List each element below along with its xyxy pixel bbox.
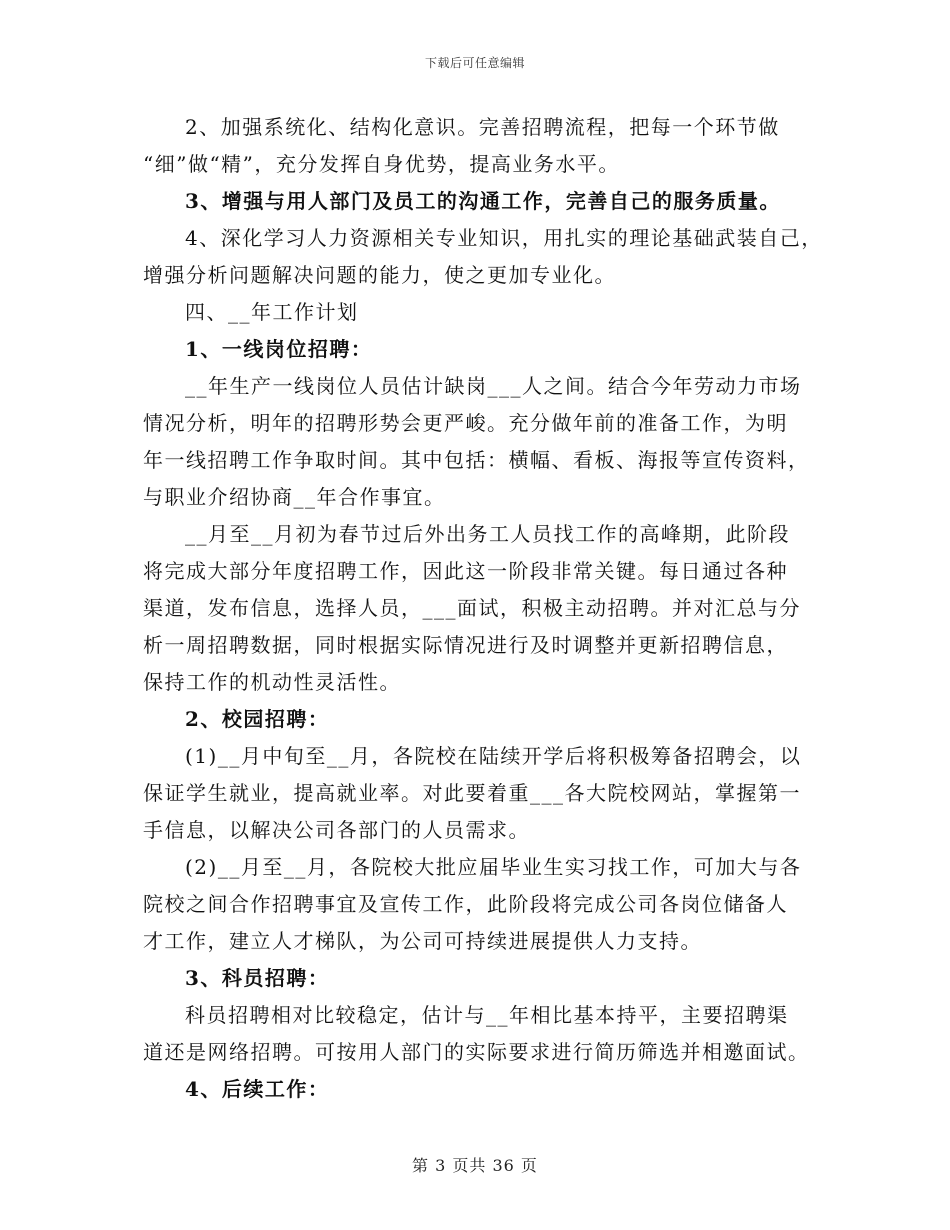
section-heading-line: 3、增强与用人部门及员工的沟通工作，完善自己的服务质量。	[185, 189, 781, 213]
text-line: 渠道，发布信息，选择人员，___面试，积极主动招聘。并对汇总与分	[143, 596, 801, 620]
text-line: 将完成大部分年度招聘工作，因此这一阶段非常关键。每日通过各种	[143, 559, 788, 583]
text-line: 道还是网络招聘。可按用人部门的实际要求进行简历筛选并相邀面试。	[143, 1040, 810, 1064]
text-line: 院校之间合作招聘事宜及宣传工作，此阶段将完成公司各岗位储备人	[143, 892, 788, 916]
text-line: 与职业介绍协商__年合作事宜。	[143, 485, 446, 509]
text-line: 手信息，以解决公司各部门的人员需求。	[143, 818, 530, 842]
text-line: 科员招聘相对比较稳定，估计与__年相比基本持平，主要招聘渠	[185, 1003, 789, 1027]
text-line: (2)__月至__月，各院校大批应届毕业生实习找工作，可加大与各	[185, 855, 802, 879]
text-line: 四、__年工作计划	[185, 300, 359, 324]
text-line: 才工作，建立人才梯队，为公司可持续进展提供人力支持。	[143, 929, 702, 953]
text-line: “细”做“精”，充分发挥自身优势，提高业务水平。	[143, 152, 620, 176]
document-body	[143, 109, 823, 1108]
page-header-note: 下载后可任意编辑	[424, 56, 525, 70]
text-line: 析一周招聘数据，同时根据实际情况进行及时调整并更新招聘信息，	[143, 633, 788, 657]
page-footer: 第 3 页共 36 页	[412, 1156, 538, 1175]
text-line: (1)__月中旬至__月，各院校在陆续开学后将积极筹备招聘会，以	[185, 744, 802, 768]
text-line: __月至__月初为春节过后外出务工人员找工作的高峰期，此阶段	[185, 522, 790, 546]
text-line: 4、深化学习人力资源相关专业知识，用扎实的理论基础武装自己，	[185, 226, 823, 250]
section-heading-line: 2、校园招聘：	[185, 707, 330, 731]
text-line: 保持工作的机动性灵活性。	[143, 670, 401, 694]
text-line: 情况分析，明年的招聘形势会更严峻。充分做年前的准备工作，为明	[143, 411, 788, 435]
text-line: 保证学生就业，提高就业率。对此要着重___各大院校网站，掌握第一	[143, 781, 801, 805]
text-line: 2、加强系统化、结构化意识。完善招聘流程，把每一个环节做	[185, 115, 780, 139]
section-heading-line: 3、科员招聘：	[185, 966, 330, 990]
section-heading-line: 1、一线岗位招聘：	[185, 337, 373, 361]
text-line: 增强分析问题解决问题的能力，使之更加专业化。	[143, 263, 616, 287]
text-line: 年一线招聘工作争取时间。其中包括：横幅、看板、海报等宣传资料，	[143, 448, 810, 472]
section-heading-line: 4、后续工作：	[185, 1077, 330, 1101]
text-line: __年生产一线岗位人员估计缺岗___人之间。结合今年劳动力市场	[185, 374, 802, 398]
